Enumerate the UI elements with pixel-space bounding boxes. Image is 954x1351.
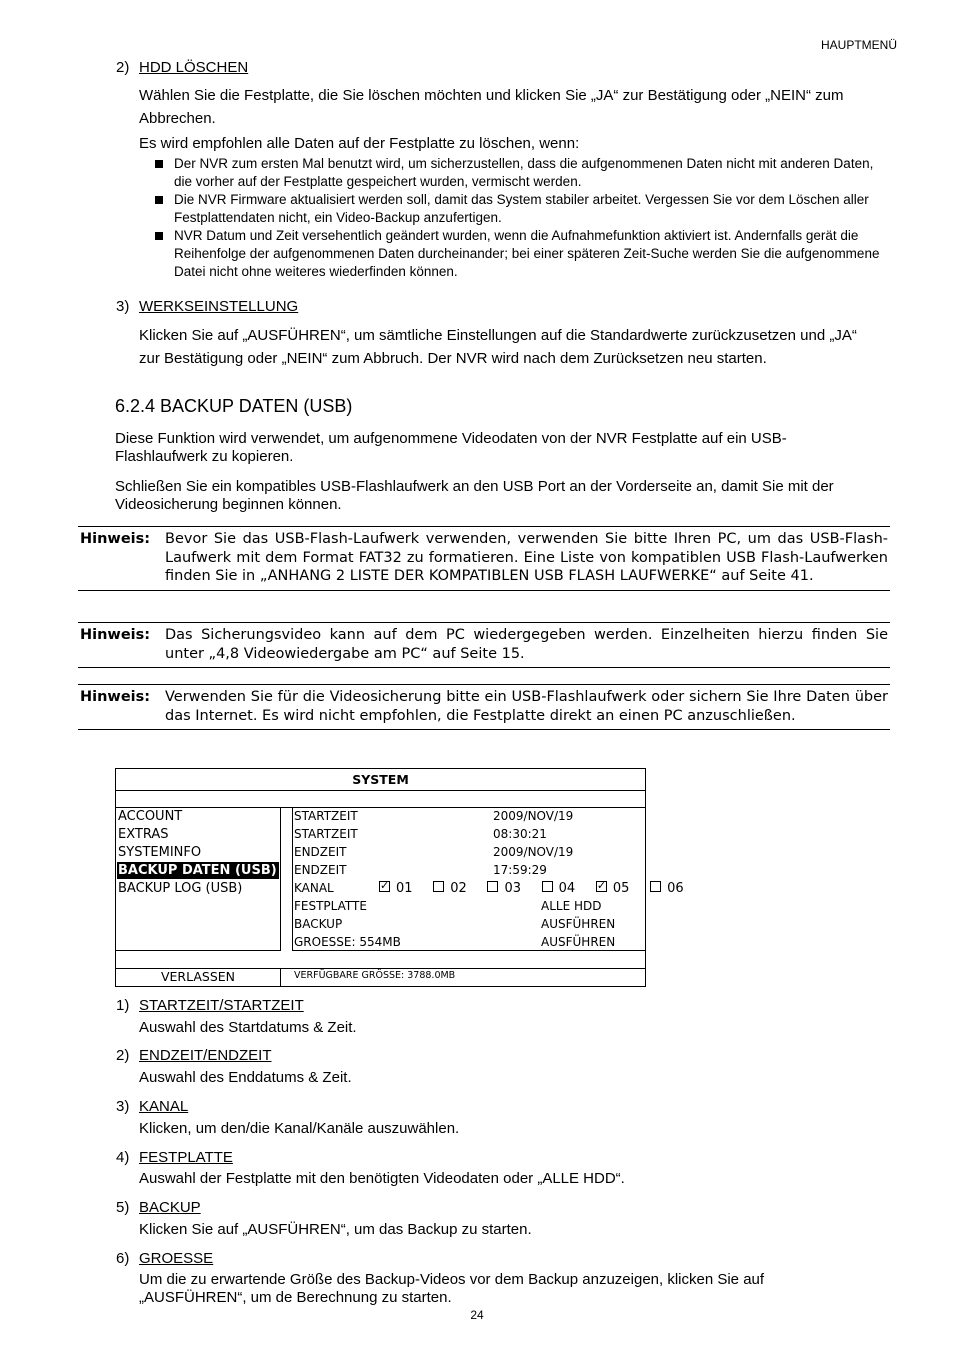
- section-title: 6.2.4 BACKUP DATEN (USB): [115, 396, 353, 416]
- item-number: 6): [116, 1250, 130, 1267]
- note-label: Hinweis:: [80, 689, 151, 705]
- end-time-value[interactable]: 17:59:29: [493, 863, 547, 877]
- hdd-select-value[interactable]: ALLE HDD: [541, 899, 602, 913]
- step-text: Um die zu erwartende Größe des Backup-Videos vor dem Backup anzuzeigen, klicken Sie auf „AUSFÜHREN“, um de Berechnung zu starten.: [139, 1271, 765, 1306]
- hdd-bullet-list: [155, 155, 885, 281]
- note-text: Verwenden Sie für die Videosicherung bitte ein USB-Flashlaufwerk oder sichern Sie Ihre Daten über das Internet. Es wird nicht empfohlen, die Festplatte direkt an einen PC anzuschließen.: [165, 689, 888, 724]
- step-title: ENDZEIT/ENDZEIT: [139, 1047, 272, 1064]
- system-menu: [115, 768, 684, 987]
- note-box: [78, 684, 890, 730]
- menu-sidebar: [116, 807, 281, 951]
- start-date-value[interactable]: 2009/NOV/19: [493, 809, 574, 823]
- note-box: [78, 622, 890, 668]
- setting-label: BACKUP: [294, 917, 343, 931]
- setting-label: STARTZEIT: [294, 809, 358, 823]
- menu-divider: [116, 950, 645, 969]
- step-title: FESTPLATTE: [139, 1149, 233, 1166]
- checkbox-icon: [487, 881, 498, 892]
- hdd-paragraph-2: Es wird empfohlen alle Daten auf der Festplatte zu löschen, wenn:: [139, 135, 580, 152]
- item-number: 1): [116, 997, 130, 1014]
- checkbox-icon: [650, 881, 661, 892]
- item-number: 5): [116, 1199, 130, 1216]
- setting-label: GROESSE: 554MB: [294, 935, 401, 949]
- checkbox-icon: [542, 881, 553, 892]
- item-number: 3): [116, 1098, 130, 1115]
- channel-03[interactable]: 03: [487, 881, 521, 896]
- available-size: VERFÜGBARE GRÖSSE: 3788.0MB: [294, 970, 456, 981]
- channel-01[interactable]: ✓ 01: [379, 881, 413, 896]
- item-number: 3): [116, 298, 130, 315]
- note-label: Hinweis:: [80, 531, 151, 547]
- checkbox-checked-icon: [596, 881, 607, 892]
- note-text: Das Sicherungsvideo kann auf dem PC wiedergegeben werden. Einzelheiten hierzu finden Sie unter „4,8 Videowiedergabe am PC“ auf Seite 15.: [165, 627, 888, 662]
- setting-label: STARTZEIT: [294, 827, 358, 841]
- setting-label: ENDZEIT: [294, 863, 347, 877]
- bullet-item: Der NVR zum ersten Mal benutzt wird, um sicherzustellen, dass die aufgenommenen Daten nicht mit anderen Daten, die vorher auf der Festplatte gespeichert wurden, vermischt werden.: [155, 155, 885, 191]
- step-text: Klicken Sie auf „AUSFÜHREN“, um das Backup zu starten.: [139, 1221, 532, 1238]
- note-box: [78, 526, 890, 591]
- start-time-value[interactable]: 08:30:21: [493, 827, 547, 841]
- checkbox-checked-icon: [379, 881, 390, 892]
- step-text: Auswahl des Startdatums & Zeit.: [139, 1019, 357, 1036]
- menu-settings-panel: [292, 807, 684, 951]
- end-date-value[interactable]: 2009/NOV/19: [493, 845, 574, 859]
- menu-item-account[interactable]: ACCOUNT: [118, 809, 183, 824]
- menu-item-systeminfo[interactable]: SYSTEMINFO: [118, 845, 202, 860]
- backup-execute-button[interactable]: AUSFÜHREN: [541, 917, 616, 931]
- item-number: 2): [116, 1047, 130, 1064]
- menu-item-backup-log[interactable]: BACKUP LOG (USB): [118, 881, 243, 896]
- hdd-title: HDD LÖSCHEN: [139, 59, 249, 76]
- intro-paragraph-1: Diese Funktion wird verwendet, um aufgenommene Videodaten von der NVR Festplatte auf ein USB-Flashlaufwerk zu kopieren.: [115, 430, 787, 465]
- channel-checkboxes: [379, 880, 684, 897]
- channel-05[interactable]: ✓ 05: [596, 881, 630, 896]
- page-number: 24: [470, 1308, 484, 1322]
- step-title: BACKUP: [139, 1199, 201, 1216]
- step-text: Auswahl der Festplatte mit den benötigten Videodaten oder „ALLE HDD“.: [139, 1170, 625, 1187]
- hdd-paragraph-1: Wählen Sie die Festplatte, die Sie löschen möchten und klicken Sie „JA“ zur Bestätigung oder „NEIN“ zum Abbrechen.: [139, 87, 844, 127]
- item-number: 4): [116, 1149, 130, 1166]
- note-label: Hinweis:: [80, 627, 151, 643]
- setting-label: ENDZEIT: [294, 845, 347, 859]
- step-title: STARTZEIT/STARTZEIT: [139, 997, 304, 1014]
- menu-item-extras[interactable]: EXTRAS: [118, 827, 169, 842]
- werk-title: WERKSEINSTELLUNG: [139, 298, 299, 315]
- channel-02[interactable]: 02: [433, 881, 467, 896]
- bullet-item: Die NVR Firmware aktualisiert werden soll, damit das System stabiler arbeitet. Vergessen Sie vor dem Löschen aller Festplattendaten nicht, ein Video-Backup anzufertigen.: [155, 191, 885, 227]
- step-title: KANAL: [139, 1098, 189, 1115]
- step-text: Klicken, um den/die Kanal/Kanäle auszuwählen.: [139, 1120, 460, 1137]
- intro-paragraph-2: Schließen Sie ein kompatibles USB-Flashlaufwerk an den USB Port an der Vorderseite an, damit Sie mit der Videosicherung beginnen können.: [115, 478, 834, 513]
- item-number: 2): [116, 59, 130, 76]
- menu-title: SYSTEM: [116, 769, 645, 791]
- bullet-item: NVR Datum und Zeit versehentlich geändert wurden, wenn die Aufnahmefunktion aktiviert ist. Andernfalls gerät die Reihenfolge der aufgenommenen Daten durcheinander; bei einer späteren Zeit-Suche werden Sie die aufgenommene Datei nicht ohne weiteres wiederfinden können.: [155, 227, 885, 281]
- setting-label: FESTPLATTE: [294, 899, 367, 913]
- werk-paragraph: Klicken Sie auf „AUSFÜHREN“, um sämtliche Einstellungen auf die Standardwerte zurückzusetzen und „JA“ zur Bestätigung oder „NEIN“ zum Abbruch. Der NVR wird nach dem Zurücksetzen neu starten.: [139, 327, 857, 367]
- checkbox-icon: [433, 881, 444, 892]
- page-header: HAUPTMENÜ: [820, 38, 897, 52]
- step-title: GROESSE: [139, 1250, 214, 1267]
- size-execute-button[interactable]: AUSFÜHREN: [541, 935, 616, 949]
- exit-button[interactable]: VERLASSEN: [116, 968, 281, 986]
- setting-label: KANAL: [294, 881, 334, 895]
- note-text: Bevor Sie das USB-Flash-Laufwerk verwenden, verwenden Sie bitte Ihren PC, um das USB-Flash-Laufwerk mit dem Format FAT32 zu formatieren. Eine Liste von kompatiblen USB Flash-Laufwerken finden Sie in „ANHANG 2 LISTE DER KOMPATIBLEN USB FLASH LAUFWERKE“ auf Seite 41.: [165, 531, 888, 584]
- channel-04[interactable]: 04: [542, 881, 576, 896]
- step-text: Auswahl des Enddatums & Zeit.: [139, 1069, 352, 1086]
- menu-item-backup-daten[interactable]: BACKUP DATEN (USB): [118, 863, 277, 878]
- channel-06[interactable]: 06: [650, 881, 684, 896]
- menu-spacer: [116, 791, 645, 808]
